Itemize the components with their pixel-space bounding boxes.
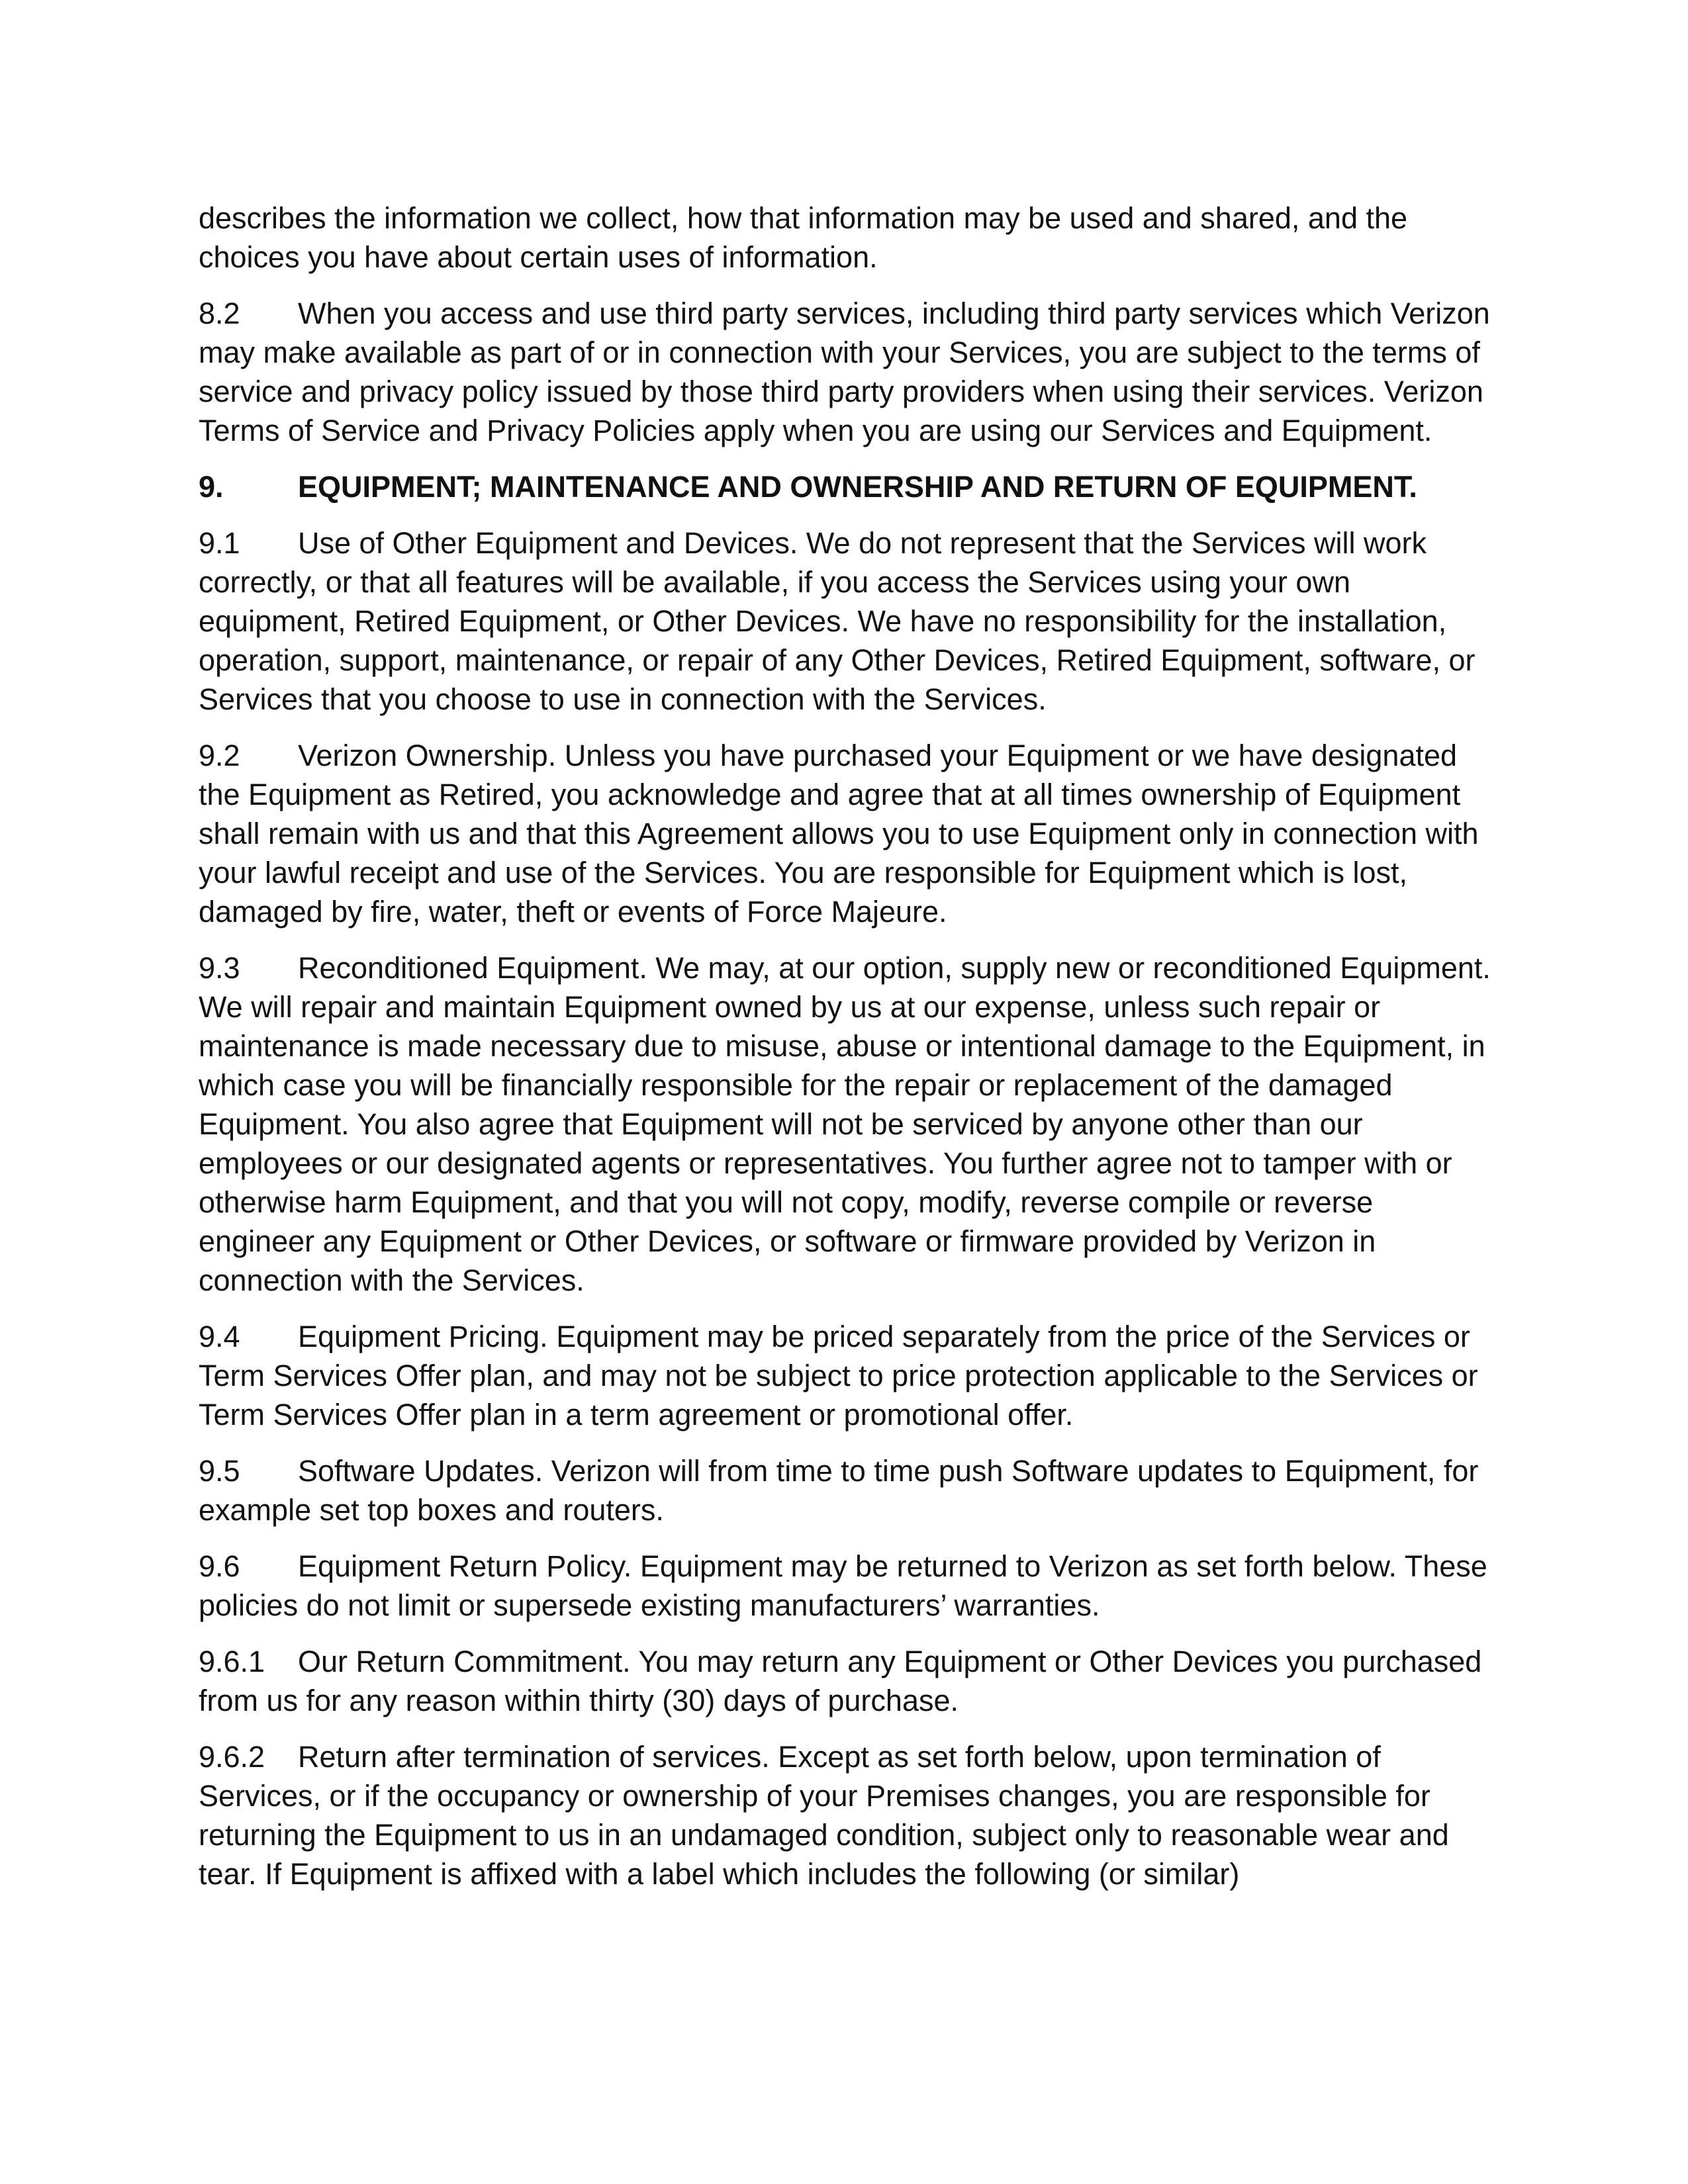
section-number: 9. bbox=[199, 470, 224, 504]
paragraph-9-3 bbox=[199, 948, 1496, 1300]
paragraph-continuation bbox=[199, 199, 1496, 277]
paragraph-9-2 bbox=[199, 736, 1496, 931]
paragraph-text: Return after termination of services. Except as set forth below, upon termination of Services, or if the occupancy or ownership of your Premises changes, you are responsible for returning the Equipment to us in an undamaged condition, subject only to reasonable wear and tear. If Equipment is affixed with a label which includes the following (or similar) bbox=[199, 1740, 1449, 1891]
paragraph-text: Equipment Pricing. Equipment may be priced separately from the price of the Services or Term Services Offer plan, and may not be subject to price protection applicable to the Services or Term Services Offer plan in a term agreement or promotional offer. bbox=[199, 1320, 1478, 1432]
paragraph-text: Our Return Commitment. You may return any Equipment or Other Devices you purchased from us for any reason within thirty (30) days of purchase. bbox=[199, 1645, 1482, 1717]
paragraph-number: 9.6.1 bbox=[199, 1645, 265, 1678]
paragraph-text: Verizon Ownership. Unless you have purchased your Equipment or we have designated the Equipment as Retired, you acknowledge and agree that at all times ownership of Equipment shall remain with us and that this Agreement allows you to use Equipment only in connection with your lawful receipt and use of the Services. You are responsible for Equipment which is lost, damaged by fire, water, theft or events of Force Majeure. bbox=[199, 739, 1479, 929]
paragraph-number: 9.6.2 bbox=[199, 1740, 265, 1774]
paragraph-number: 9.4 bbox=[199, 1320, 240, 1353]
paragraph-text: describes the information we collect, how that information may be used and shared, and the choices you have about certain uses of information. bbox=[199, 201, 1408, 274]
paragraph-number: 9.6 bbox=[199, 1549, 240, 1583]
paragraph-text: Equipment Return Policy. Equipment may be returned to Verizon as set forth below. These policies do not limit or supersede existing manufacturers’ warranties. bbox=[199, 1549, 1487, 1622]
document-page bbox=[199, 199, 1496, 1911]
paragraph-number: 9.2 bbox=[199, 739, 240, 772]
paragraph-9-6-2 bbox=[199, 1737, 1496, 1893]
paragraph-8-2 bbox=[199, 294, 1496, 450]
paragraph-9-1 bbox=[199, 523, 1496, 719]
paragraph-9-6 bbox=[199, 1547, 1496, 1625]
paragraph-text: Use of Other Equipment and Devices. We do not represent that the Services will work correctly, or that all features will be available, if you access the Services using your own equipment, Retired Equipment, or Other Devices. We have no responsibility for the installation, operation, support, maintenance, or repair of any Other Devices, Retired Equipment, software, or Services that you choose to use in connection with the Services. bbox=[199, 526, 1476, 716]
paragraph-number: 9.5 bbox=[199, 1454, 240, 1488]
paragraph-text: Reconditioned Equipment. We may, at our option, supply new or reconditioned Equipment. We will repair and maintain Equipment owned by us at our expense, unless such repair or maintenance is made necessary due to misuse, abuse or intentional damage to the Equipment, in which case you will be financially responsible for the repair or replacement of the damaged Equipment. You also agree that Equipment will not be serviced by anyone other than our employees or our designated agents or representatives. You further agree not to tamper with or otherwise harm Equipment, and that you will not copy, modify, reverse compile or reverse engineer any Equipment or Other Devices, or software or firmware provided by Verizon in connection with the Services. bbox=[199, 951, 1491, 1297]
section-title: EQUIPMENT; MAINTENANCE AND OWNERSHIP AND RETURN OF EQUIPMENT. bbox=[298, 470, 1417, 504]
paragraph-9-4 bbox=[199, 1317, 1496, 1434]
paragraph-text: Software Updates. Verizon will from time to time push Software updates to Equipment, for example set top boxes and routers. bbox=[199, 1454, 1479, 1527]
paragraph-number: 9.1 bbox=[199, 526, 240, 560]
paragraph-9-6-1 bbox=[199, 1642, 1496, 1720]
section-heading-9 bbox=[199, 467, 1496, 506]
paragraph-number: 9.3 bbox=[199, 951, 240, 985]
paragraph-9-5 bbox=[199, 1451, 1496, 1529]
paragraph-number: 8.2 bbox=[199, 296, 240, 330]
paragraph-text: When you access and use third party services, including third party services which Verizon may make available as part of or in connection with your Services, you are subject to the terms of service and privacy policy issued by those third party providers when using their services. Verizon Terms of Service and Privacy Policies apply when you are using our Services and Equipment. bbox=[199, 296, 1490, 447]
